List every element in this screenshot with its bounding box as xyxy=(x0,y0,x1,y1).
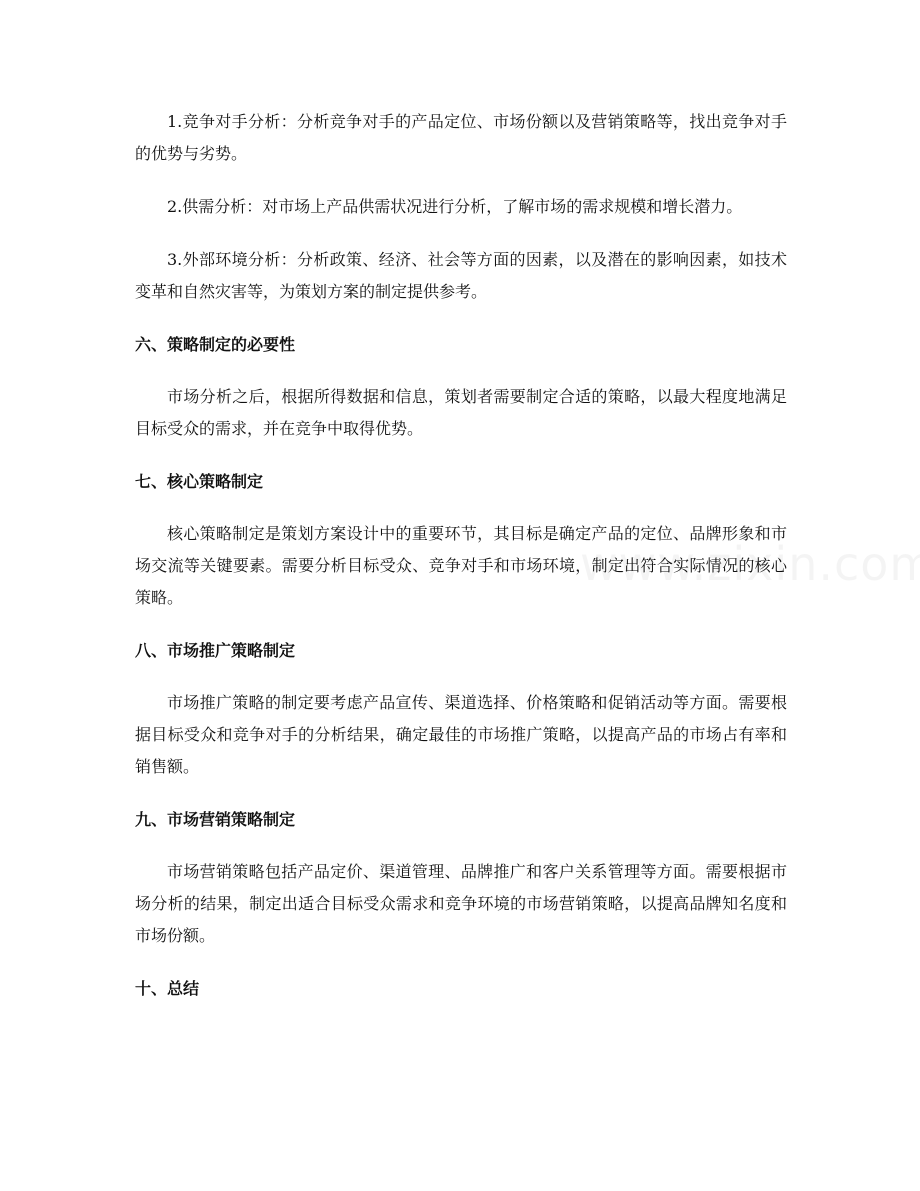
heading-section-9: 九、市场营销策略制定 xyxy=(135,810,296,829)
paragraph-strategy-necessity: 市场分析之后，根据所得数据和信息，策划者需要制定合适的策略，以最大程度地满足目标受众的需求，并在竞争中取得优势。 xyxy=(135,387,787,438)
heading-section-7: 七、核心策略制定 xyxy=(135,472,264,491)
paragraph-external-environment-analysis: 3.外部环境分析：分析政策、经济、社会等方面的因素，以及潜在的影响因素，如技术变革和自然灾害等，为策划方案的制定提供参考。 xyxy=(135,250,787,301)
paragraph-supply-demand-analysis: 2.供需分析：对市场上产品供需状况进行分析，了解市场的需求规模和增长潜力。 xyxy=(167,197,743,216)
heading-section-6: 六、策略制定的必要性 xyxy=(135,335,296,354)
paragraph-core-strategy: 核心策略制定是策划方案设计中的重要环节，其目标是确定产品的定位、品牌形象和市场交流等关键要素。需要分析目标受众、竞争对手和市场环境，制定出符合实际情况的核心策略。 xyxy=(135,524,787,607)
heading-section-8: 八、市场推广策略制定 xyxy=(135,641,296,660)
paragraph-competitor-analysis: 1.竞争对手分析：分析竞争对手的产品定位、市场份额以及营销策略等，找出竞争对手的优势与劣势。 xyxy=(135,112,787,163)
document-body xyxy=(135,106,787,1005)
heading-section-10: 十、总结 xyxy=(135,979,200,998)
paragraph-marketing-strategy: 市场营销策略包括产品定价、渠道管理、品牌推广和客户关系管理等方面。需要根据市场分析的结果，制定出适合目标受众需求和竞争环境的市场营销策略，以提高品牌知名度和市场份额。 xyxy=(135,862,787,945)
paragraph-promotion-strategy: 市场推广策略的制定要考虑产品宣传、渠道选择、价格策略和促销活动等方面。需要根据目标受众和竞争对手的分析结果，确定最佳的市场推广策略，以提高产品的市场占有率和销售额。 xyxy=(135,693,787,776)
